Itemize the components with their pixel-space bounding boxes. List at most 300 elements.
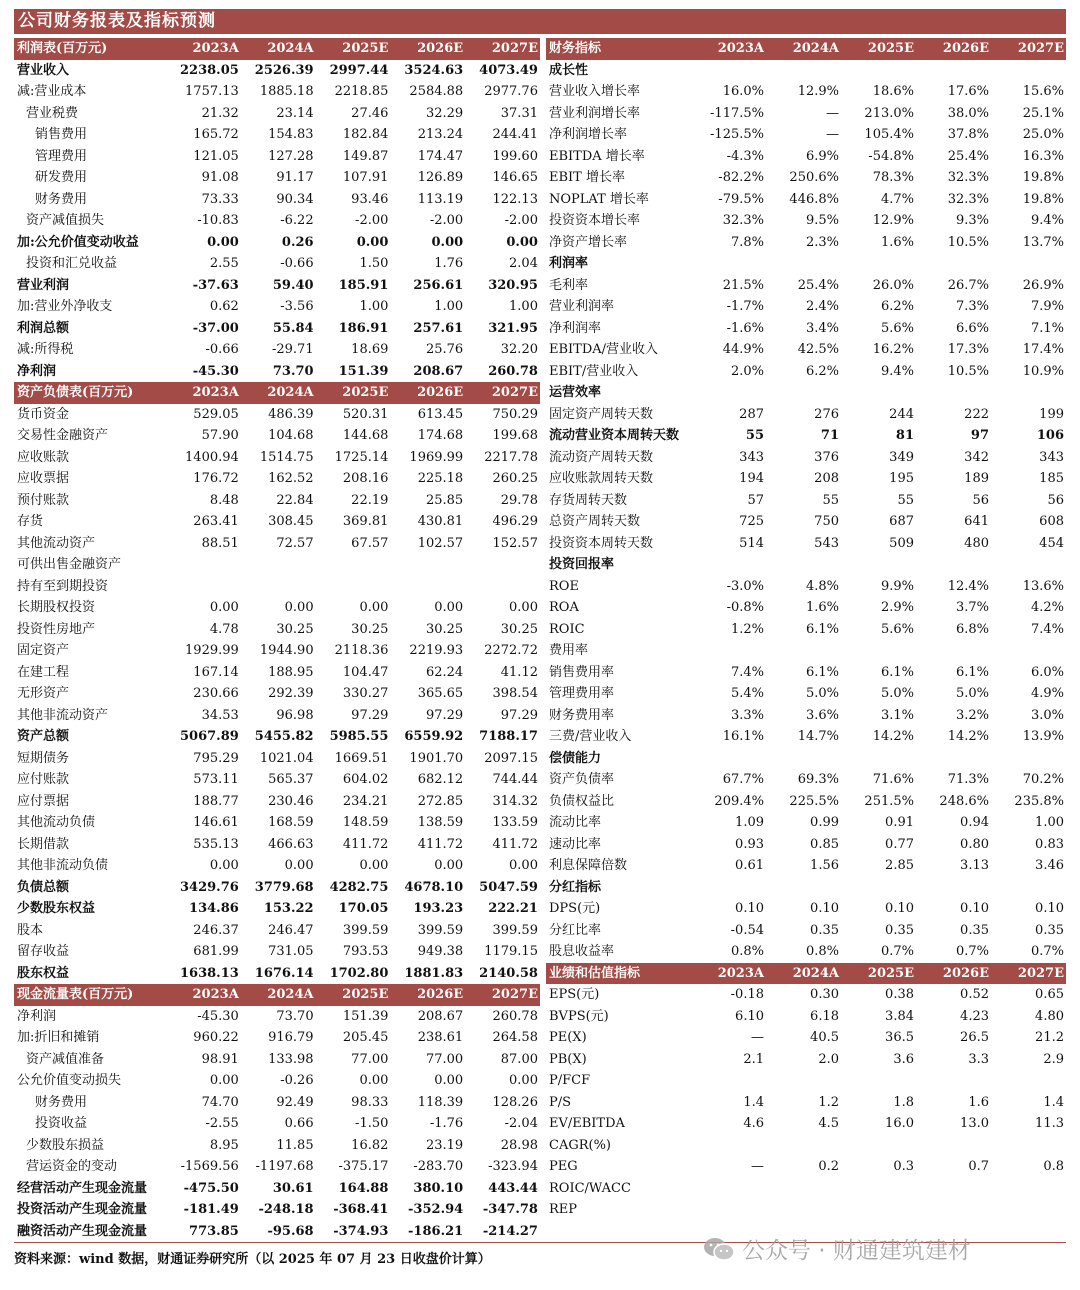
wechat-icon [702,1235,736,1263]
table-row [546,812,1066,834]
row-label: 其他非流动负债 [17,858,109,873]
cell-value: 208.67 [417,1008,464,1024]
table-row [14,468,540,490]
row-label: 投资活动产生现金流量 [17,1202,148,1217]
cell-value: 2.4% [805,299,839,314]
cell-value: 1725.14 [334,449,389,465]
cell-value: 32.3% [947,170,989,185]
cell-value: 0.3 [893,1159,914,1174]
cell-value [766,748,841,770]
cell-value: 4.7% [880,191,914,207]
cell-value [841,382,916,404]
cell-value: 608 [1039,514,1064,529]
row-label: 持有至到期投资 [17,578,109,594]
cell-value: 1702.80 [329,965,389,981]
table-row [546,984,1066,1006]
cell-value: 19.8% [1022,191,1064,207]
cell-value: 687 [889,514,914,529]
cell-value: 55.84 [272,320,314,336]
cell-value [916,748,991,770]
cell-value [916,1070,991,1092]
cell-value: 411.72 [417,836,464,852]
cell-value: 0.00 [209,600,239,615]
cell-value: 5.0% [880,686,914,701]
cell-value: 0.00 [434,1073,464,1088]
row-label: 营业利润率 [549,299,615,314]
cell-value: 208.67 [413,363,464,379]
cell-value: 5.0% [805,686,839,701]
row-label: PE(X) [549,1030,587,1045]
table-row [14,490,540,512]
table-row [14,834,540,856]
cell-value: 3524.63 [404,62,464,78]
table-row [14,597,540,619]
table-row [546,167,1066,189]
cell-value: 194 [739,471,764,486]
cell-value: 7.4% [1030,621,1064,637]
table-row [546,425,1066,447]
cell-value: 77.00 [351,1051,389,1067]
row-label: 投资回报率 [549,557,615,572]
row-label: 资产减值损失 [26,213,105,228]
cell-value: 0.00 [509,858,538,873]
cell-value [841,877,916,899]
cell-value: 0.00 [359,858,389,873]
cell-value: 5.4% [730,686,764,701]
cell-value: 3.6% [805,707,839,723]
cell-value: 2024A [267,41,314,56]
cell-value: 176.72 [193,471,239,486]
cell-value: 152.57 [492,535,538,551]
cell-value: 480 [964,535,989,551]
cell-value: -3.56 [280,299,314,314]
cell-value: 5.6% [880,320,914,336]
cell-value: 443.44 [488,1180,538,1196]
cell-value: 0.66 [284,1116,314,1131]
cell-value: 795.29 [193,750,239,766]
cell-value: 454 [1039,535,1064,551]
cell-value: 1.2 [818,1094,839,1110]
cell-value: 0.8% [805,944,839,959]
cell-value: 2.1 [743,1051,764,1067]
cell-value: 330.27 [342,686,389,701]
cell-value: 73.70 [276,1008,314,1024]
cell-value: 773.85 [189,1223,239,1239]
cell-value: 16.0 [885,1116,914,1131]
cell-value: 4.5 [818,1116,839,1131]
cell-value: 2026E [417,385,464,400]
cell-value: 2997.44 [329,62,389,78]
row-label: 营运资金的变动 [26,1159,118,1174]
cell-value [691,1135,766,1157]
cell-value: 0.10 [735,901,764,916]
cell-value: 0.00 [434,858,464,873]
cell-value: 225.18 [417,471,464,486]
table-row [14,232,540,254]
row-label: 利润表(百万元) [17,41,108,56]
cell-value: 9.5% [805,213,839,228]
cell-value: 42.5% [797,342,839,357]
table-row [14,619,540,641]
cell-value: 349 [889,449,914,465]
cell-value: 151.39 [342,1008,389,1024]
cell-value: 14.2% [872,729,914,744]
cell-value: 0.61 [735,858,764,873]
cell-value: 168.59 [268,815,314,830]
cell-value: 12.4% [947,578,989,594]
cell-value: 486.39 [268,406,314,422]
cell-value: 19.8% [1022,170,1064,185]
cell-value [691,554,766,576]
cell-value: 725 [739,514,764,529]
source-note: 资料来源：wind 数据，财通证券研究所（以 2025 年 07 月 23 日收盘价计算） [14,1242,1066,1267]
row-label: 分红指标 [549,879,602,895]
cell-value: 731.05 [268,944,314,959]
cell-value: -45.30 [197,1008,239,1024]
cell-value: 10.9% [1022,363,1064,379]
cell-value: 16.2% [872,342,914,357]
cell-value: 222.21 [488,901,538,916]
row-label: 股东权益 [17,965,70,981]
cell-value: 2140.58 [479,965,538,981]
row-label: 资产总额 [17,729,70,744]
cell-value: 8.48 [209,492,239,508]
cell-value: 6.2% [880,299,914,314]
cell-value: 2024A [267,987,314,1002]
row-label: 长期借款 [17,836,70,852]
cell-value: 2025E [342,41,389,56]
cell-value: 2118.36 [334,643,389,658]
cell-value: 246.47 [268,922,314,938]
table-row [14,124,540,146]
cell-value: 750.29 [492,406,538,422]
cell-value: 2027E [1017,965,1064,981]
table-row [14,941,540,963]
cell-value: 1929.99 [185,643,239,658]
row-label: EBIT 增长率 [549,170,625,185]
cell-value: 308.45 [268,514,314,529]
row-label: 经营活动产生现金流量 [17,1180,148,1196]
table-row [546,855,1066,877]
table-row [546,726,1066,748]
cell-value: -283.70 [413,1159,464,1174]
table-row [14,146,540,168]
cell-value: 105.4% [864,127,914,142]
cell-value: 2027E [491,987,538,1002]
cell-value: 21.32 [201,105,239,121]
table-row [546,834,1066,856]
row-label: 财务指标 [549,41,602,56]
cell-value: 1669.51 [334,750,389,766]
table-row [14,1221,540,1243]
cell-value: 90.34 [276,191,314,207]
cell-value: 26.5 [960,1030,989,1045]
row-label: 净利润 [17,1008,57,1024]
cell-value [766,60,841,82]
table-row [14,361,540,383]
row-label: 流动比率 [549,815,602,830]
cell-value: 6.6% [955,320,989,336]
row-label: 管理费用率 [549,686,615,701]
cell-value: 1.00 [359,299,389,314]
cell-value: 411.72 [342,836,389,852]
table-row [546,576,1066,598]
cell-value: 27.46 [351,105,389,121]
cell-value: 26.9% [1022,277,1064,293]
row-label: 毛利率 [549,277,589,293]
cell-value: 32.20 [500,342,538,357]
row-label: ROE [549,578,579,594]
table-row [14,963,540,985]
row-label: 投资和汇兑收益 [26,256,118,271]
cell-value: 213.24 [417,127,464,142]
table-row [546,941,1066,963]
cell-value: 2.9% [880,600,914,615]
cell-value: 2.9 [1043,1051,1064,1067]
cell-value: 41.12 [500,664,538,680]
cell-value [841,640,916,662]
row-label: 应付票据 [17,793,70,809]
cell-value: 0.00 [359,1073,389,1088]
cell-value: 0.91 [885,815,914,830]
cell-value: -374.93 [333,1223,389,1239]
row-label: 存货周转天数 [549,492,628,508]
cell-value: 98.33 [351,1094,389,1110]
cell-value: 0.10 [810,901,839,916]
cell-value: 2584.88 [409,84,464,99]
cell-value [691,253,766,275]
cell-value: -125.5% [710,127,764,142]
table-row [14,425,540,447]
cell-value: 209.4% [714,793,764,809]
cell-value: -214.27 [482,1223,538,1239]
table-row [14,447,540,469]
cell-value [991,1178,1066,1200]
cell-value: 0.7% [955,944,989,959]
cell-value [766,877,841,899]
table-row [14,189,540,211]
table-row [546,146,1066,168]
row-label: 三费/营业收入 [549,729,632,744]
cell-value: 74.70 [201,1094,239,1110]
table-row [14,511,540,533]
cell-value: 208 [814,471,839,486]
cell-value: -45.30 [192,363,239,379]
cell-value: 40.5 [810,1030,839,1045]
cell-value: 343 [739,449,764,465]
row-label: ROIC/WACC [549,1180,631,1196]
cell-value: 0.00 [509,1073,538,1088]
cell-value: 1.4 [743,1094,764,1110]
cell-value: 535.13 [193,836,239,852]
cell-value: 62.24 [425,664,464,680]
row-label: 资产减值准备 [26,1051,105,1067]
cell-value [841,1199,916,1221]
cell-value: 91.08 [201,170,239,185]
cell-value: 14.7% [797,729,839,744]
row-label: REP [549,1202,578,1217]
row-label: 利息保障倍数 [549,858,628,873]
cell-value: 0.8 [1043,1159,1064,1174]
cell-value [991,382,1066,404]
cell-value: 321.95 [488,320,538,336]
cell-value: 681.99 [193,944,239,959]
table-row [546,490,1066,512]
cell-value: 25.4% [947,148,989,164]
cell-value: 2218.85 [334,84,389,99]
row-label: 存货 [17,514,44,529]
cell-value: 17.3% [947,342,989,357]
table-row [14,1092,540,1114]
cell-value [916,877,991,899]
table-row [546,468,1066,490]
cell-value: 2272.72 [484,643,538,658]
table-row [14,1113,540,1135]
cell-value: 91.17 [276,170,314,185]
cell-value: 18.6% [872,84,914,99]
cell-value: 5047.59 [479,879,538,895]
table-row [14,554,540,576]
cell-value [465,554,540,576]
row-label: 投资性房地产 [17,621,96,637]
row-label: 加:营业外净收支 [17,299,113,314]
row-label: 财务费用率 [549,707,615,723]
cell-value: 71.6% [872,772,914,787]
cell-value: 72.57 [276,535,314,551]
cell-value: 4.9% [1030,686,1064,701]
cell-value: 30.25 [351,621,389,637]
cell-value: 67.7% [722,772,764,787]
table-row [546,404,1066,426]
cell-value: 14.2% [947,729,989,744]
table-row [546,232,1066,254]
row-label: 资产负债表(百万元) [17,385,134,400]
table-row [546,210,1066,232]
cell-value: -347.78 [482,1202,538,1217]
cell-value: 0.00 [284,858,314,873]
cell-value: -375.17 [338,1159,389,1174]
cell-value: 70.2% [1022,772,1064,787]
cell-value: -1.76 [429,1116,464,1131]
cell-value: 0.62 [209,299,239,314]
cell-value: 0.00 [434,600,464,615]
cell-value: 23.14 [276,105,314,121]
cell-value: 188.95 [268,664,314,680]
cell-value: 399.59 [417,922,464,938]
table-row [546,253,1066,275]
cell-value: 376 [814,449,839,465]
cell-value: 7.9% [1030,299,1064,314]
cell-value: 0.7 [968,1159,989,1174]
cell-value: -1.7% [726,299,764,314]
row-label: NOPLAT 增长率 [549,191,649,207]
table-row [14,576,540,598]
cell-value: 0.85 [810,836,839,852]
cell-value: 30.25 [276,621,314,637]
cell-value: 446.8% [789,191,839,207]
cell-value: 1.00 [509,299,538,314]
cell-value: 37.8% [947,127,989,142]
cell-value: 29.78 [500,492,538,508]
cell-value: 23.19 [425,1137,464,1153]
cell-value: -2.55 [205,1116,239,1131]
cell-value: 244 [889,406,914,422]
cell-value: — [826,105,839,121]
table-row [14,877,540,899]
row-label: 研发费用 [35,170,88,185]
cell-value: 682.12 [417,772,464,787]
cell-value: 36.5 [885,1030,914,1045]
cell-value: 0.00 [209,858,239,873]
cell-value: 71 [820,428,839,443]
cell-value: 57.90 [201,428,239,443]
cell-value: 287 [739,406,764,422]
cell-value [916,1178,991,1200]
cell-value: 12.9% [797,84,839,99]
cell-value: -0.8% [726,600,764,615]
table-row [546,597,1066,619]
cell-value: 4678.10 [404,879,464,895]
table-row [14,318,540,340]
cell-value [841,748,916,770]
table-row [14,1027,540,1049]
cell-value: 4.8% [805,578,839,594]
cell-value: 182.84 [342,127,389,142]
cell-value: 34.53 [201,707,239,723]
table-row [14,726,540,748]
row-label: 负债总额 [17,879,70,895]
cell-value: 22.84 [276,492,314,508]
cell-value: 44.9% [722,342,764,357]
cell-value [916,253,991,275]
cell-value: 1757.13 [185,84,239,99]
row-label: 净利润 [17,363,57,379]
table-row [546,382,1066,404]
row-label: 预付账款 [17,492,70,508]
cell-value: 3.3 [968,1051,989,1067]
cell-value: 2026E [417,987,464,1002]
cell-value: 6.9% [805,148,839,164]
table-row [14,275,540,297]
row-label: 固定资产周转天数 [549,406,654,422]
cell-value: 97.29 [425,707,464,723]
cell-value: 199.60 [492,148,538,164]
row-label: 股息收益率 [549,944,615,959]
cell-value [691,60,766,82]
cell-value [916,1135,991,1157]
row-label: PB(X) [549,1051,587,1067]
cell-value [390,576,465,598]
row-label: 速动比率 [549,836,602,852]
cell-value: 0.00 [356,234,389,250]
cell-value: 314.32 [492,793,538,809]
cell-value: 56 [1047,492,1064,508]
watermark-text: 公众号 · 财通建筑建材 [742,1238,971,1264]
cell-value: 1.00 [1035,815,1064,830]
cell-value: 399.59 [492,922,538,938]
cell-value [841,554,916,576]
table-row [14,296,540,318]
cell-value [841,253,916,275]
cell-value: 641 [964,514,989,529]
cell-value: 222 [964,406,989,422]
cell-value: 32.3% [722,213,764,228]
cell-value: 13.7% [1022,234,1064,250]
cell-value: 4073.49 [479,62,538,78]
row-label: 净资产增长率 [549,234,628,250]
cell-value: 69.3% [797,772,839,787]
table-row [14,812,540,834]
